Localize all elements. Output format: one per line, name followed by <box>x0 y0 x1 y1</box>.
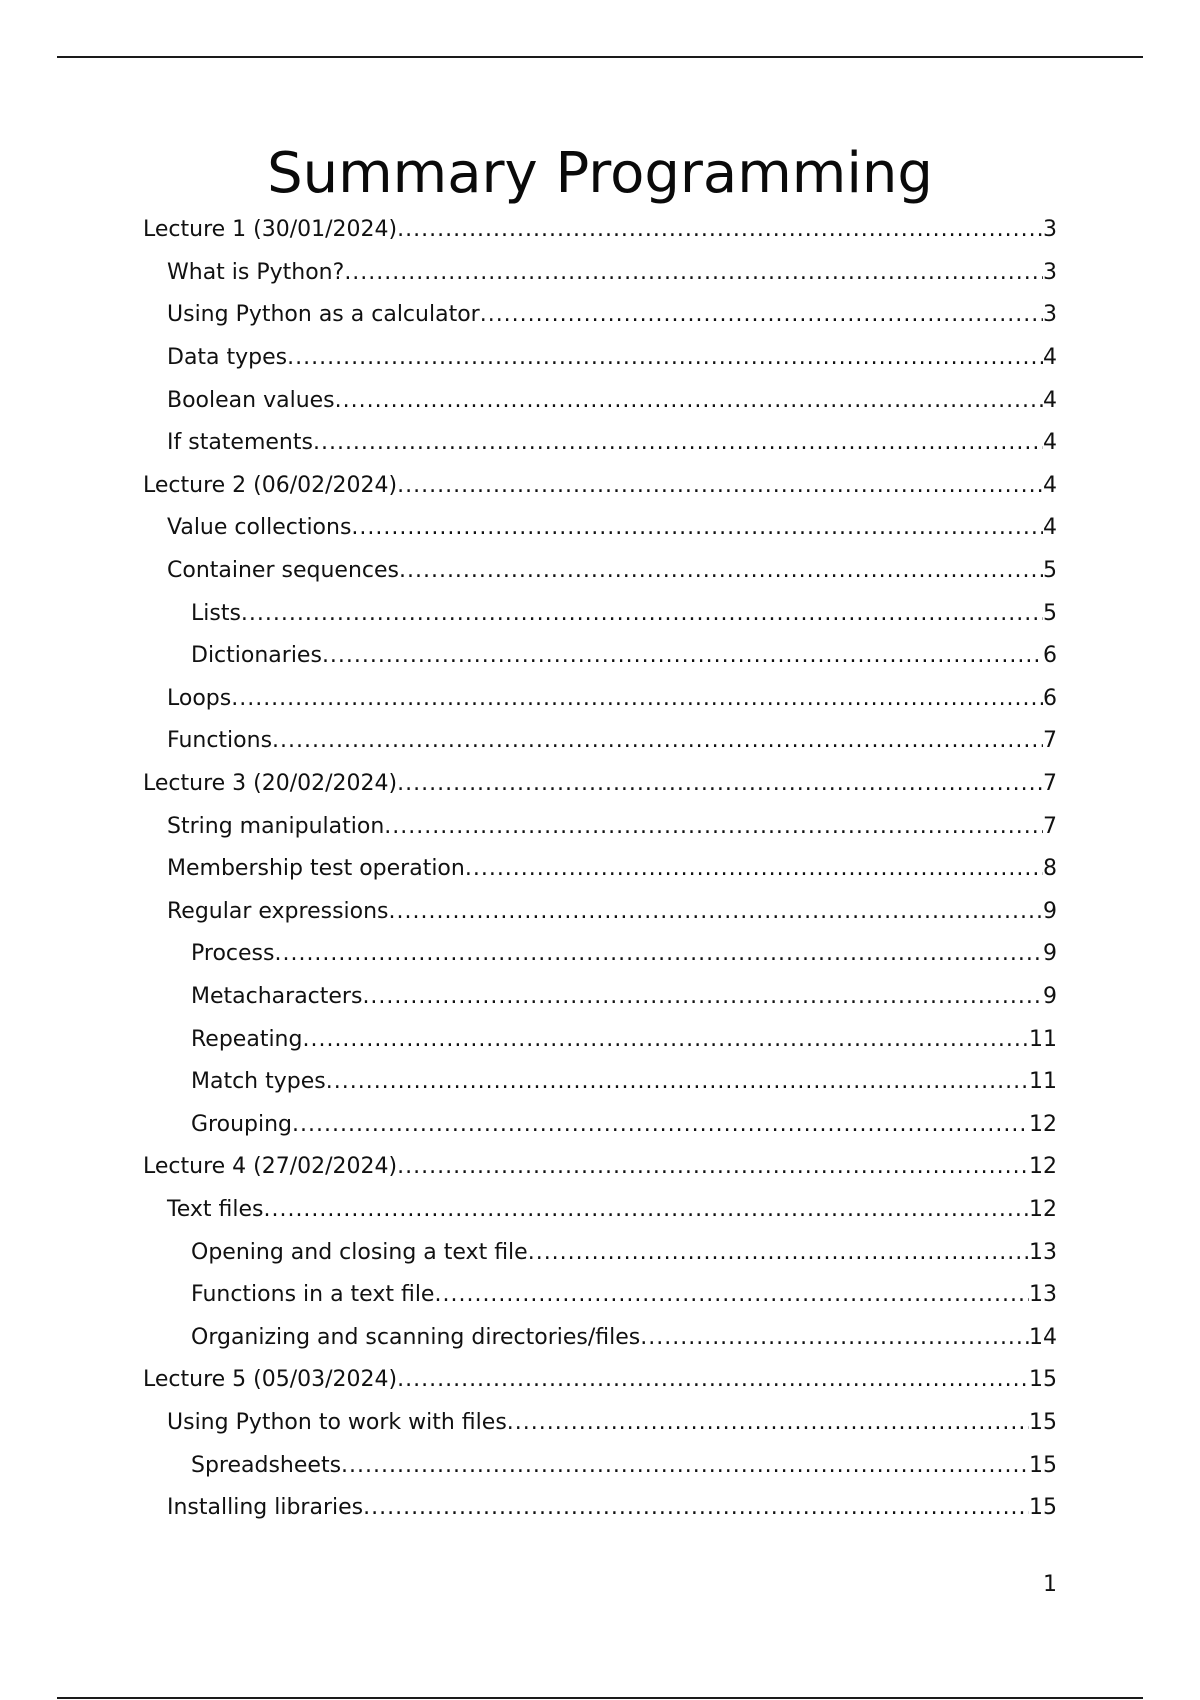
toc-dot-leader <box>341 1453 1029 1479</box>
toc-entry[interactable] <box>143 592 1057 635</box>
toc-entry-page: 7 <box>1043 771 1057 797</box>
toc-entry-label: If statements <box>167 430 313 456</box>
toc-entry-label: Text files <box>167 1196 264 1222</box>
toc-entry-page: 8 <box>1043 856 1057 882</box>
toc-entry-label: Lists <box>191 600 241 626</box>
page-number: 1 <box>1043 1572 1057 1597</box>
toc-entry-page: 4 <box>1043 387 1057 413</box>
toc-entry-page: 5 <box>1043 558 1057 584</box>
toc-entry[interactable] <box>143 209 1057 252</box>
toc-dot-leader <box>302 1027 1029 1053</box>
toc-entry[interactable] <box>143 635 1057 678</box>
toc-entry[interactable] <box>143 1444 1057 1487</box>
toc-entry-page: 14 <box>1029 1324 1057 1350</box>
toc-entry[interactable] <box>143 337 1057 380</box>
toc-entry-page: 15 <box>1029 1452 1057 1478</box>
toc-dot-leader <box>241 601 1043 627</box>
toc-entry-label: Grouping <box>191 1111 292 1137</box>
toc-entry-page: 6 <box>1043 643 1057 669</box>
toc-dot-leader <box>507 1410 1029 1436</box>
toc-entry[interactable] <box>143 294 1057 337</box>
toc-entry-label: Dictionaries <box>191 643 322 669</box>
toc-entry-label: Installing libraries <box>167 1495 364 1521</box>
toc-dot-leader <box>292 1112 1029 1138</box>
toc-dot-leader <box>384 814 1043 840</box>
toc-entry-label: Opening and closing a text file <box>191 1239 528 1265</box>
toc-dot-leader <box>397 1367 1029 1393</box>
toc-entry[interactable] <box>143 933 1057 976</box>
toc-entry-page: 15 <box>1029 1409 1057 1435</box>
toc-entry[interactable] <box>143 976 1057 1019</box>
toc-dot-leader <box>389 899 1043 925</box>
toc-dot-leader <box>326 1069 1029 1095</box>
toc-entry-label: Lecture 2 (06/02/2024) <box>143 472 398 498</box>
toc-dot-leader <box>363 1495 1029 1521</box>
toc-dot-leader <box>434 1282 1029 1308</box>
toc-entry-label: Membership test operation <box>167 856 465 882</box>
toc-entry[interactable] <box>143 252 1057 295</box>
toc-entry[interactable] <box>143 1061 1057 1104</box>
toc-dot-leader <box>351 515 1043 541</box>
toc-entry-label: Container sequences <box>167 558 399 584</box>
toc-entry-label: Lecture 3 (20/02/2024) <box>143 771 398 797</box>
toc-dot-leader <box>397 1154 1029 1180</box>
toc-entry-page: 6 <box>1043 685 1057 711</box>
toc-dot-leader <box>231 686 1043 712</box>
toc-entry[interactable] <box>143 720 1057 763</box>
toc-entry-page: 9 <box>1043 898 1057 924</box>
toc-entry-label: Boolean values <box>167 387 335 413</box>
toc-dot-leader <box>322 643 1043 669</box>
toc-entry-page: 5 <box>1043 600 1057 626</box>
toc-entry-label: Functions <box>167 728 273 754</box>
toc-entry-page: 9 <box>1043 941 1057 967</box>
toc-entry-page: 12 <box>1029 1196 1057 1222</box>
toc-entry-label: Organizing and scanning directories/files <box>191 1324 641 1350</box>
toc-entry-page: 4 <box>1043 515 1057 541</box>
toc-entry-page: 3 <box>1043 302 1057 328</box>
toc-entry-label: Repeating <box>191 1026 303 1052</box>
toc-dot-leader <box>528 1240 1029 1266</box>
toc-entry[interactable] <box>143 1487 1057 1530</box>
toc-entry[interactable] <box>143 1146 1057 1189</box>
toc-entry-page: 4 <box>1043 345 1057 371</box>
toc-dot-leader <box>263 1197 1029 1223</box>
toc-dot-leader <box>397 771 1043 797</box>
toc-entry-page: 7 <box>1043 728 1057 754</box>
table-of-contents <box>143 209 1057 1529</box>
toc-entry[interactable] <box>143 1189 1057 1232</box>
toc-entry[interactable] <box>143 1359 1057 1402</box>
document-title: Summary Programming <box>267 141 933 206</box>
toc-entry-page: 11 <box>1029 1069 1057 1095</box>
toc-dot-leader <box>480 302 1043 328</box>
toc-entry-label: Functions in a text file <box>191 1282 435 1308</box>
toc-dot-leader <box>399 558 1043 584</box>
toc-entry-label: Lecture 5 (05/03/2024) <box>143 1367 398 1393</box>
toc-dot-leader <box>335 388 1043 414</box>
footer-rule <box>57 1697 1143 1699</box>
toc-dot-leader <box>274 941 1043 967</box>
toc-entry[interactable] <box>143 465 1057 508</box>
toc-entry-label: String manipulation <box>167 813 385 839</box>
toc-entry-page: 13 <box>1029 1239 1057 1265</box>
toc-entry-page: 3 <box>1043 259 1057 285</box>
toc-entry-label: Using Python as a calculator <box>167 302 480 328</box>
toc-entry[interactable] <box>143 1274 1057 1317</box>
toc-dot-leader <box>344 260 1043 286</box>
toc-entry-label: Lecture 1 (30/01/2024) <box>143 217 398 243</box>
toc-dot-leader <box>640 1325 1029 1351</box>
toc-entry-label: Value collections <box>167 515 352 541</box>
toc-entry[interactable] <box>143 1018 1057 1061</box>
toc-entry[interactable] <box>143 1402 1057 1445</box>
toc-entry-label: Process <box>191 941 275 967</box>
toc-entry-page: 3 <box>1043 217 1057 243</box>
toc-dot-leader <box>287 345 1043 371</box>
toc-entry-page: 4 <box>1043 430 1057 456</box>
toc-dot-leader <box>272 728 1043 754</box>
toc-entry-label: Regular expressions <box>167 898 389 924</box>
toc-entry-page: 7 <box>1043 813 1057 839</box>
toc-entry[interactable] <box>143 379 1057 422</box>
toc-entry[interactable] <box>143 678 1057 721</box>
toc-entry-page: 4 <box>1043 472 1057 498</box>
toc-dot-leader <box>397 473 1043 499</box>
toc-dot-leader <box>397 217 1043 243</box>
toc-entry-label: Metacharacters <box>191 983 363 1009</box>
toc-entry-label: Data types <box>167 345 288 371</box>
header-rule <box>57 56 1143 58</box>
toc-entry[interactable] <box>143 422 1057 465</box>
toc-entry-page: 12 <box>1029 1111 1057 1137</box>
toc-entry[interactable] <box>143 1316 1057 1359</box>
toc-dot-leader <box>362 984 1043 1010</box>
toc-entry[interactable] <box>143 891 1057 934</box>
toc-entry[interactable] <box>143 763 1057 806</box>
toc-entry-page: 9 <box>1043 983 1057 1009</box>
toc-entry-label: Match types <box>191 1069 326 1095</box>
toc-entry[interactable] <box>143 507 1057 550</box>
toc-entry[interactable] <box>143 848 1057 891</box>
toc-entry-label: Lecture 4 (27/02/2024) <box>143 1154 398 1180</box>
toc-entry-page: 13 <box>1029 1282 1057 1308</box>
toc-entry[interactable] <box>143 550 1057 593</box>
toc-entry[interactable] <box>143 1103 1057 1146</box>
toc-entry-page: 12 <box>1029 1154 1057 1180</box>
toc-entry-page: 11 <box>1029 1026 1057 1052</box>
toc-entry-label: What is Python? <box>167 259 345 285</box>
toc-dot-leader <box>313 430 1043 456</box>
toc-entry[interactable] <box>143 805 1057 848</box>
toc-entry-label: Spreadsheets <box>191 1452 342 1478</box>
toc-entry-page: 15 <box>1029 1367 1057 1393</box>
toc-entry[interactable] <box>143 1231 1057 1274</box>
toc-entry-label: Using Python to work with files <box>167 1409 507 1435</box>
toc-entry-label: Loops <box>167 685 232 711</box>
toc-entry-page: 15 <box>1029 1495 1057 1521</box>
toc-dot-leader <box>465 856 1043 882</box>
